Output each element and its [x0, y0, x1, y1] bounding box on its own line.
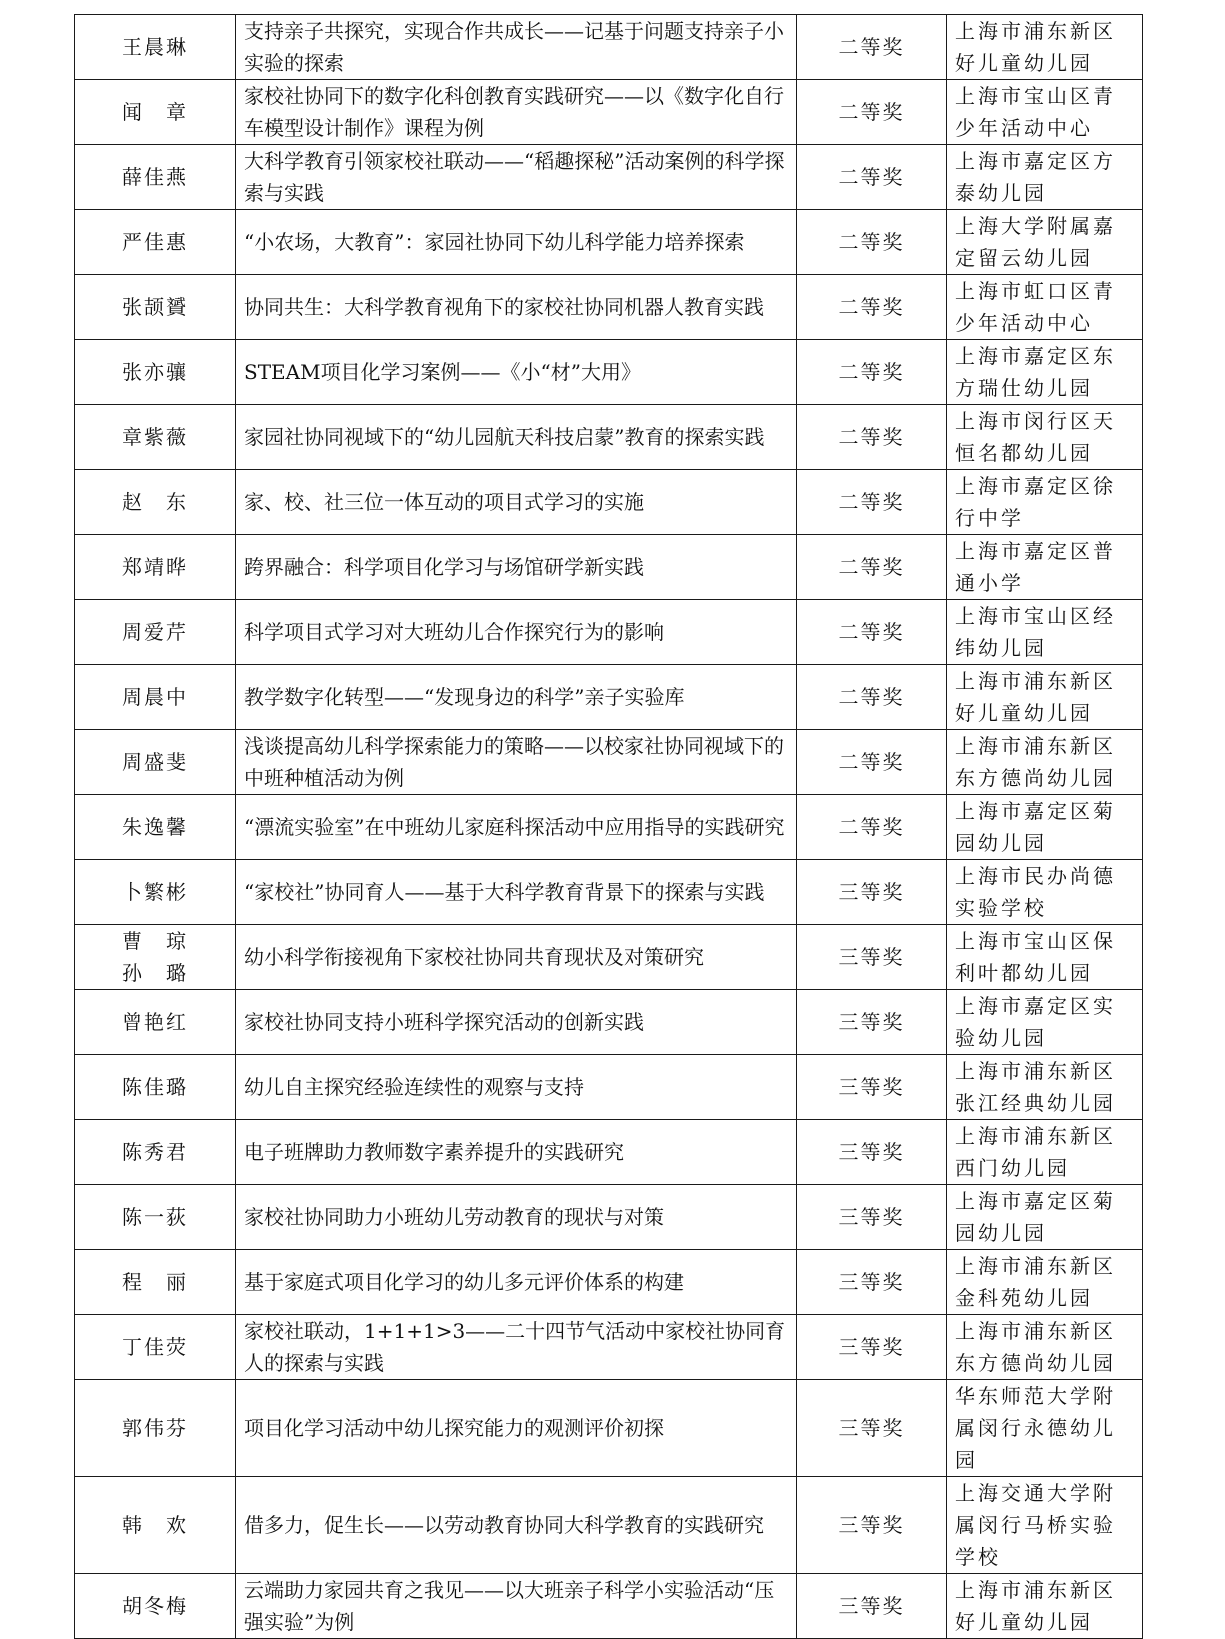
author-cell [75, 1185, 236, 1250]
author-name: 胡冬梅 [122, 1594, 188, 1618]
award-level-cell: 三等奖 [797, 925, 947, 990]
paper-title-cell: 幼小科学衔接视角下家校社协同共育现状及对策研究 [236, 925, 797, 990]
organization-cell: 上海市宝山区青少年活动中心 [947, 80, 1143, 145]
table-row [75, 990, 1143, 1055]
organization-cell: 上海市浦东新区好儿童幼儿园 [947, 1574, 1143, 1639]
organization-cell: 上海交通大学附属闵行马桥实验学校 [947, 1477, 1143, 1574]
awards-table [74, 14, 1143, 1639]
table-row [75, 80, 1143, 145]
table-row [75, 470, 1143, 535]
award-level-cell: 二等奖 [797, 275, 947, 340]
paper-title-cell: 浅谈提高幼儿科学探索能力的策略——以校家社协同视域下的中班种植活动为例 [236, 730, 797, 795]
award-level-cell: 三等奖 [797, 990, 947, 1055]
organization-cell: 上海市宝山区保利叶都幼儿园 [947, 925, 1143, 990]
award-level-cell: 三等奖 [797, 1315, 947, 1380]
organization-cell: 上海市宝山区经纬幼儿园 [947, 600, 1143, 665]
table-row [75, 1315, 1143, 1380]
table-row [75, 275, 1143, 340]
organization-cell: 上海市浦东新区好儿童幼儿园 [947, 665, 1143, 730]
table-row [75, 145, 1143, 210]
award-level-cell: 三等奖 [797, 1250, 947, 1315]
award-level-cell: 二等奖 [797, 405, 947, 470]
award-level-cell: 二等奖 [797, 535, 947, 600]
author-cell [75, 1380, 236, 1477]
table-row [75, 15, 1143, 80]
table-row [75, 1477, 1143, 1574]
paper-title-cell: 支持亲子共探究，实现合作共成长——记基于问题支持亲子小实验的探索 [236, 15, 797, 80]
paper-title-cell: STEAM项目化学习案例——《小“材”大用》 [236, 340, 797, 405]
award-level-cell: 二等奖 [797, 795, 947, 860]
paper-title-cell: 家校社协同下的数字化科创教育实践研究——以《数字化自行车模型设计制作》课程为例 [236, 80, 797, 145]
award-level-cell: 二等奖 [797, 145, 947, 210]
author-name: 程 丽 [122, 1270, 188, 1294]
award-level-cell: 三等奖 [797, 860, 947, 925]
table-row [75, 1185, 1143, 1250]
author-name: 王晨琳 [122, 35, 188, 59]
paper-title-cell: 教学数字化转型——“发现身边的科学”亲子实验库 [236, 665, 797, 730]
award-level-cell: 三等奖 [797, 1574, 947, 1639]
author-cell [75, 925, 236, 990]
paper-title-cell: 家、校、社三位一体互动的项目式学习的实施 [236, 470, 797, 535]
author-cell [75, 145, 236, 210]
author-cell [75, 470, 236, 535]
author-name: 章紫薇 [122, 425, 188, 449]
author-name: 赵 东 [122, 490, 188, 514]
award-level-cell: 三等奖 [797, 1380, 947, 1477]
paper-title-cell: 家校社协同助力小班幼儿劳动教育的现状与对策 [236, 1185, 797, 1250]
table-row [75, 860, 1143, 925]
author-name: 卜繁彬 [122, 880, 188, 904]
award-level-cell: 二等奖 [797, 600, 947, 665]
table-row [75, 210, 1143, 275]
author-name: 陈佳璐 [122, 1075, 188, 1099]
organization-cell: 上海市闵行区天恒名都幼儿园 [947, 405, 1143, 470]
author-name: 曾艳红 [122, 1010, 188, 1034]
awards-table-body [75, 15, 1143, 1639]
organization-cell: 上海市浦东新区东方德尚幼儿园 [947, 730, 1143, 795]
table-row [75, 795, 1143, 860]
table-row [75, 535, 1143, 600]
award-level-cell: 二等奖 [797, 210, 947, 275]
paper-title-cell: 基于家庭式项目化学习的幼儿多元评价体系的构建 [236, 1250, 797, 1315]
author-name: 严佳惠 [122, 230, 188, 254]
author-name: 张亦骧 [122, 360, 188, 384]
paper-title-cell: 家校社联动，1+1+1>3——二十四节气活动中家校社协同育人的探索与实践 [236, 1315, 797, 1380]
author-name: 周盛斐 [122, 750, 188, 774]
author-cell [75, 1055, 236, 1120]
author-cell [75, 1250, 236, 1315]
author-cell [75, 1120, 236, 1185]
award-level-cell: 三等奖 [797, 1185, 947, 1250]
paper-title-cell: 协同共生：大科学教育视角下的家校社协同机器人教育实践 [236, 275, 797, 340]
author-name: 朱逸馨 [122, 815, 188, 839]
paper-title-cell: 家园社协同视域下的“幼儿园航天科技启蒙”教育的探索实践 [236, 405, 797, 470]
organization-cell: 上海市浦东新区金科苑幼儿园 [947, 1250, 1143, 1315]
author-cell [75, 600, 236, 665]
author-cell [75, 405, 236, 470]
author-cell [75, 15, 236, 80]
paper-title-cell: 科学项目式学习对大班幼儿合作探究行为的影响 [236, 600, 797, 665]
table-row [75, 665, 1143, 730]
author-name: 张颉贇 [122, 295, 188, 319]
author-cell [75, 80, 236, 145]
paper-title-cell: 家校社协同支持小班科学探究活动的创新实践 [236, 990, 797, 1055]
paper-title-cell: 借多力，促生长——以劳动教育协同大科学教育的实践研究 [236, 1477, 797, 1574]
paper-title-cell: “漂流实验室”在中班幼儿家庭科探活动中应用指导的实践研究 [236, 795, 797, 860]
organization-cell: 上海市浦东新区好儿童幼儿园 [947, 15, 1143, 80]
organization-cell: 华东师范大学附属闵行永德幼儿园 [947, 1380, 1143, 1477]
award-level-cell: 三等奖 [797, 1477, 947, 1574]
author-cell [75, 340, 236, 405]
author-cell [75, 795, 236, 860]
organization-cell: 上海市嘉定区方泰幼儿园 [947, 145, 1143, 210]
paper-title-cell: 大科学教育引领家校社联动——“稻趣探秘”活动案例的科学探索与实践 [236, 145, 797, 210]
paper-title-cell: 电子班牌助力教师数字素养提升的实践研究 [236, 1120, 797, 1185]
author-name: 丁佳荧 [122, 1335, 188, 1359]
organization-cell: 上海市嘉定区东方瑞仕幼儿园 [947, 340, 1143, 405]
table-row [75, 1380, 1143, 1477]
author-cell [75, 990, 236, 1055]
author-name: 韩 欢 [122, 1513, 188, 1537]
paper-title-cell: 云端助力家园共育之我见——以大班亲子科学小实验活动“压强实验”为例 [236, 1574, 797, 1639]
organization-cell: 上海大学附属嘉定留云幼儿园 [947, 210, 1143, 275]
award-level-cell: 二等奖 [797, 665, 947, 730]
award-level-cell: 二等奖 [797, 730, 947, 795]
organization-cell: 上海市浦东新区西门幼儿园 [947, 1120, 1143, 1185]
award-level-cell: 三等奖 [797, 1120, 947, 1185]
author-name: 孙 璐 [122, 961, 188, 985]
award-level-cell: 二等奖 [797, 470, 947, 535]
award-level-cell: 三等奖 [797, 1055, 947, 1120]
organization-cell: 上海市嘉定区实验幼儿园 [947, 990, 1143, 1055]
author-name: 闻 章 [122, 100, 188, 124]
author-name: 郑靖晔 [122, 555, 188, 579]
organization-cell: 上海市嘉定区徐行中学 [947, 470, 1143, 535]
author-name: 陈秀君 [122, 1140, 188, 1164]
organization-cell: 上海市民办尚德实验学校 [947, 860, 1143, 925]
author-cell [75, 1315, 236, 1380]
author-cell [75, 1574, 236, 1639]
paper-title-cell: 幼儿自主探究经验连续性的观察与支持 [236, 1055, 797, 1120]
organization-cell: 上海市嘉定区普通小学 [947, 535, 1143, 600]
organization-cell: 上海市浦东新区张江经典幼儿园 [947, 1055, 1143, 1120]
paper-title-cell: “家校社”协同育人——基于大科学教育背景下的探索与实践 [236, 860, 797, 925]
table-row [75, 925, 1143, 990]
table-row [75, 1250, 1143, 1315]
paper-title-cell: 跨界融合：科学项目化学习与场馆研学新实践 [236, 535, 797, 600]
author-cell [75, 275, 236, 340]
table-row [75, 340, 1143, 405]
organization-cell: 上海市嘉定区菊园幼儿园 [947, 795, 1143, 860]
table-row [75, 1120, 1143, 1185]
author-cell [75, 535, 236, 600]
award-level-cell: 二等奖 [797, 340, 947, 405]
table-row [75, 730, 1143, 795]
paper-title-cell: “小农场，大教育”：家园社协同下幼儿科学能力培养探索 [236, 210, 797, 275]
organization-cell: 上海市嘉定区菊园幼儿园 [947, 1185, 1143, 1250]
table-row [75, 600, 1143, 665]
author-name: 郭伟芬 [122, 1416, 188, 1440]
author-cell [75, 665, 236, 730]
author-cell [75, 730, 236, 795]
table-row [75, 405, 1143, 470]
paper-title-cell: 项目化学习活动中幼儿探究能力的观测评价初探 [236, 1380, 797, 1477]
author-cell [75, 1477, 236, 1574]
author-name: 薛佳燕 [122, 165, 188, 189]
organization-cell: 上海市虹口区青少年活动中心 [947, 275, 1143, 340]
award-level-cell: 二等奖 [797, 15, 947, 80]
organization-cell: 上海市浦东新区东方德尚幼儿园 [947, 1315, 1143, 1380]
author-name: 曹 琼 [122, 929, 188, 953]
author-name: 周晨中 [122, 685, 188, 709]
author-name: 周爱芹 [122, 620, 188, 644]
author-cell [75, 860, 236, 925]
table-row [75, 1055, 1143, 1120]
author-name: 陈一荻 [122, 1205, 188, 1229]
award-level-cell: 二等奖 [797, 80, 947, 145]
table-row [75, 1574, 1143, 1639]
author-cell [75, 210, 236, 275]
